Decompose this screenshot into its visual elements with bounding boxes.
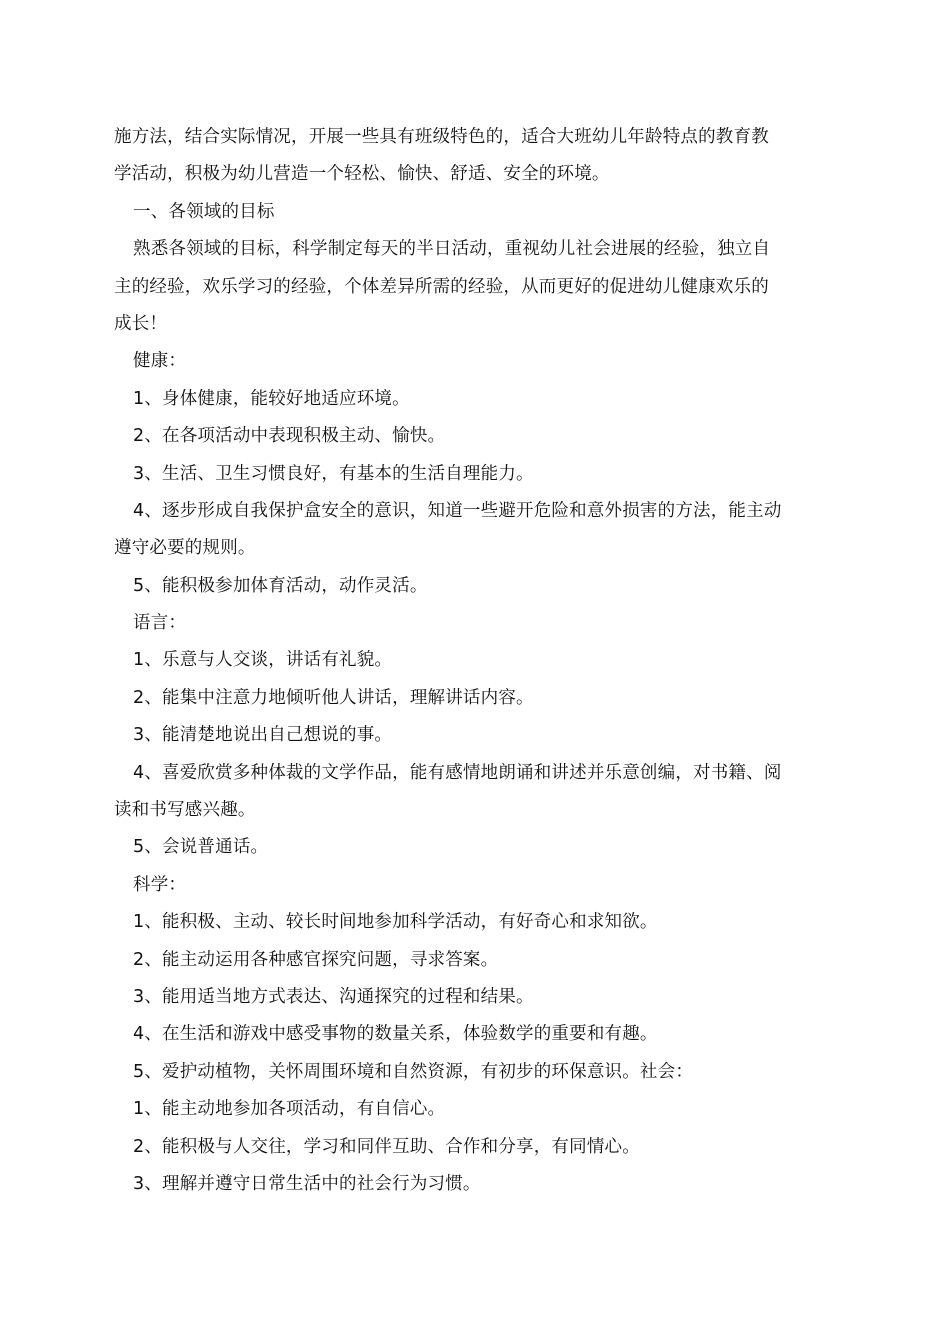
document-body <box>114 119 840 1203</box>
text-line: 4、在生活和游戏中感受事物的数量关系，体验数学的重要和有趣。 <box>133 1024 658 1045</box>
text-line: 熟悉各领域的目标，科学制定每天的半日活动，重视幼儿社会进展的经验，独立自 <box>133 239 771 260</box>
text-line: 学活动，积极为幼儿营造一个轻松、愉快、舒适、安全的环境。 <box>114 164 610 185</box>
text-line: 1、能主动地参加各项活动，有自信心。 <box>133 1099 446 1120</box>
text-line: 3、能清楚地说出自己想说的事。 <box>133 725 393 746</box>
text-line: 3、生活、卫生习惯良好，有基本的生活自理能力。 <box>133 463 534 484</box>
text-line: 成长！ <box>114 313 168 334</box>
text-line: 5、会说普通话。 <box>133 837 269 858</box>
text-line: 一、各领域的目标 <box>133 201 275 222</box>
text-line: 1、身体健康，能较好地适应环境。 <box>133 388 410 409</box>
text-line: 5、能积极参加体育活动，动作灵活。 <box>133 575 428 596</box>
text-line: 5、爱护动植物，关怀周围环境和自然资源，有初步的环保意识。社会： <box>133 1061 694 1082</box>
text-line: 4、逐步形成自我保护盒安全的意识，知道一些避开危险和意外损害的方法，能主动 <box>133 500 782 521</box>
text-line: 2、能主动运用各种感官探究问题，寻求答案。 <box>133 949 499 970</box>
text-line: 1、能积极、主动、较长时间地参加科学活动，有好奇心和求知欲。 <box>133 912 658 933</box>
text-line: 遵守必要的规则。 <box>114 538 256 559</box>
text-line: 2、能积极与人交往，学习和同伴互助、合作和分享，有同情心。 <box>133 1136 640 1157</box>
document-page <box>114 119 840 1203</box>
text-line: 语言： <box>133 613 187 634</box>
text-line: 3、能用适当地方式表达、沟通探究的过程和结果。 <box>133 986 534 1007</box>
text-line: 读和书写感兴趣。 <box>114 800 256 821</box>
text-line: 4、喜爱欣赏多种体裁的文学作品，能有感情地朗诵和讲述并乐意创编，对书籍、阅 <box>133 762 782 783</box>
text-line: 2、在各项活动中表现积极主动、愉快。 <box>133 426 446 447</box>
text-line: 2、能集中注意力地倾听他人讲话，理解讲话内容。 <box>133 687 534 708</box>
text-line: 科学： <box>133 874 187 895</box>
text-line: 3、理解并遵守日常生活中的社会行为习惯。 <box>133 1173 481 1194</box>
text-line: 1、乐意与人交谈，讲话有礼貌。 <box>133 650 393 671</box>
text-line: 主的经验，欢乐学习的经验，个体差异所需的经验，从而更好的促进幼儿健康欢乐的 <box>114 276 769 297</box>
text-line: 施方法，结合实际情况，开展一些具有班级特色的，适合大班幼儿年龄特点的教育教 <box>114 127 769 147</box>
text-line: 健康： <box>133 351 187 372</box>
